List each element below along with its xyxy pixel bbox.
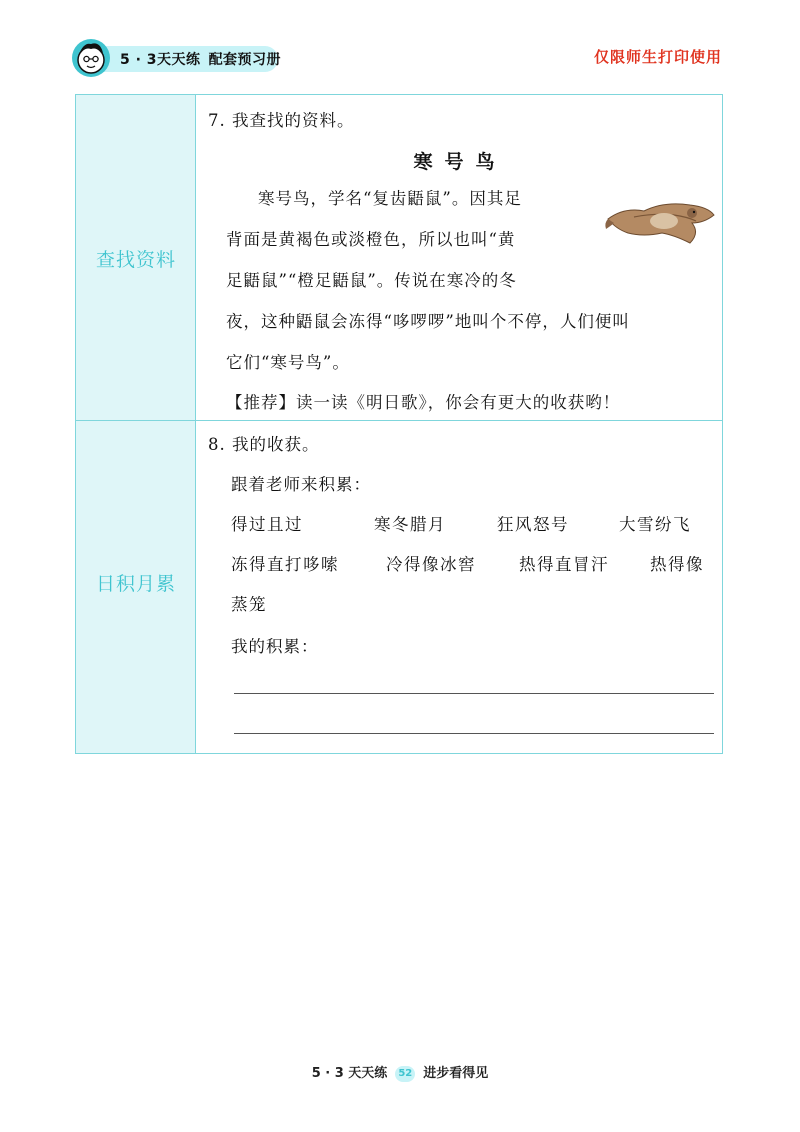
- article-line-2: 背面是黄褐色或淡橙色，所以也叫“黄: [226, 230, 516, 249]
- my-collection-label: 我的积累：: [231, 637, 319, 656]
- accumulate-instruction: 跟着老师来积累：: [231, 475, 371, 494]
- article-line-5: 它们“寒号鸟”。: [226, 353, 350, 372]
- footer-series: 5 · 3 天天练: [311, 1066, 388, 1081]
- idiom: 大雪纷飞: [619, 515, 691, 534]
- idiom: 寒冬腊月: [374, 515, 446, 534]
- answer-line[interactable]: [234, 693, 714, 694]
- header-title: [120, 49, 281, 69]
- worksheet-table: [75, 94, 723, 754]
- series-subtitle: 配套预习册: [208, 52, 282, 68]
- article-title: 寒号鸟: [413, 151, 507, 173]
- usage-notice: 仅限师生打印使用: [593, 48, 722, 66]
- idiom: 热得直冒汗: [519, 555, 609, 574]
- question-8-prompt: 8. 我的收获。: [208, 435, 320, 454]
- article-line-3: 足鼯鼠”“橙足鼯鼠”。传说在寒冷的冬: [226, 271, 517, 290]
- article-line-1: 寒号鸟，学名“复齿鼯鼠”。因其足: [258, 189, 522, 208]
- section-label-accumulate: 日积月累: [95, 573, 176, 595]
- section-label-research: 查找资料: [95, 249, 176, 271]
- question-7-prompt: 7. 我查找的资料。: [208, 111, 355, 130]
- recommendation: 【推荐】读一读《明日歌》，你会有更大的收获哟！: [226, 393, 621, 412]
- idiom: 得过且过: [231, 515, 303, 534]
- idiom: 热得像: [650, 555, 704, 574]
- row-divider: [76, 420, 722, 421]
- idiom: 冷得像冰窖: [386, 555, 476, 574]
- section-label-column: [76, 95, 196, 753]
- page-footer: [0, 1062, 800, 1082]
- page-number: 52: [395, 1066, 415, 1082]
- article-line-4: 夜，这种鼯鼠会冻得“哆啰啰”地叫个不停，人们便叫: [226, 312, 630, 331]
- idiom: 冻得直打哆嗦: [231, 555, 339, 574]
- mascot-icon: [70, 36, 112, 80]
- series-name: 5 · 3天天练: [120, 52, 201, 68]
- idiom: 狂风怒号: [497, 515, 569, 534]
- answer-line[interactable]: [234, 733, 714, 734]
- idiom: 蒸笼: [231, 595, 267, 614]
- footer-slogan: 进步看得见: [423, 1066, 489, 1081]
- flying-squirrel-image: [604, 193, 718, 249]
